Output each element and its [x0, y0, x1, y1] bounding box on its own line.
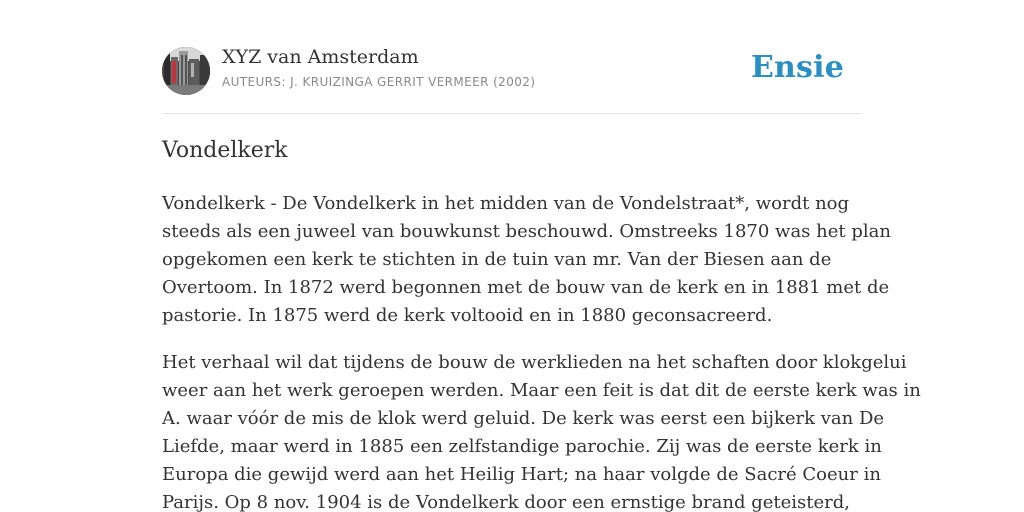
entry-content	[162, 190, 921, 512]
entry-title: Vondelkerk	[162, 138, 288, 163]
paragraph-line: Overtoom. In 1872 werd begonnen met de bouw van de kerk en in 1881 met de	[162, 277, 890, 298]
book-cover-avatar[interactable]	[162, 47, 210, 95]
paragraph-line: steeds als een juweel van bouwkunst beschouwd. Omstreeks 1870 was het plan	[162, 221, 891, 242]
paragraph-line: A. waar vóór de mis de klok werd geluid. De kerk was eerst een bijkerk van De	[162, 408, 885, 429]
paragraph-line: weer aan het werk geroepen werden. Maar een feit is dat dit de eerste kerk was in	[162, 380, 921, 401]
paragraph-line: Vondelkerk - De Vondelkerk in het midden van de Vondelstraat*, wordt nog	[162, 193, 850, 214]
ensie-logo[interactable]: Ensie	[750, 50, 844, 85]
paragraph-line: Europa die gewijd werd aan het Heilig Hart; na haar volgde de Sacré Coeur in	[162, 464, 881, 485]
paragraph-line: Parijs. Op 8 nov. 1904 is de Vondelkerk door een ernstige brand geteisterd,	[162, 492, 850, 512]
entry-paragraph	[162, 190, 891, 330]
book-authors: AUTEURS: J. KRUIZINGA GERRIT VERMEER (2002)	[222, 75, 536, 89]
paragraph-line: pastorie. In 1875 werd de kerk voltooid en in 1880 geconsacreerd.	[162, 305, 773, 326]
paragraph-line: opgekomen een kerk te stichten in de tuin van mr. Van der Biesen aan de	[162, 249, 832, 270]
book-title[interactable]: XYZ van Amsterdam	[222, 46, 419, 68]
book-cover-thumbnail-icon	[162, 47, 210, 95]
paragraph-line: Liefde, maar werd in 1885 een zelfstandige parochie. Zij was de eerste kerk in	[162, 436, 882, 457]
paragraph-line: Het verhaal wil dat tijdens de bouw de werklieden na het schaften door klokgelui	[162, 352, 907, 373]
book-header	[162, 46, 862, 96]
entry-paragraph	[162, 349, 921, 512]
header-divider	[162, 113, 862, 114]
